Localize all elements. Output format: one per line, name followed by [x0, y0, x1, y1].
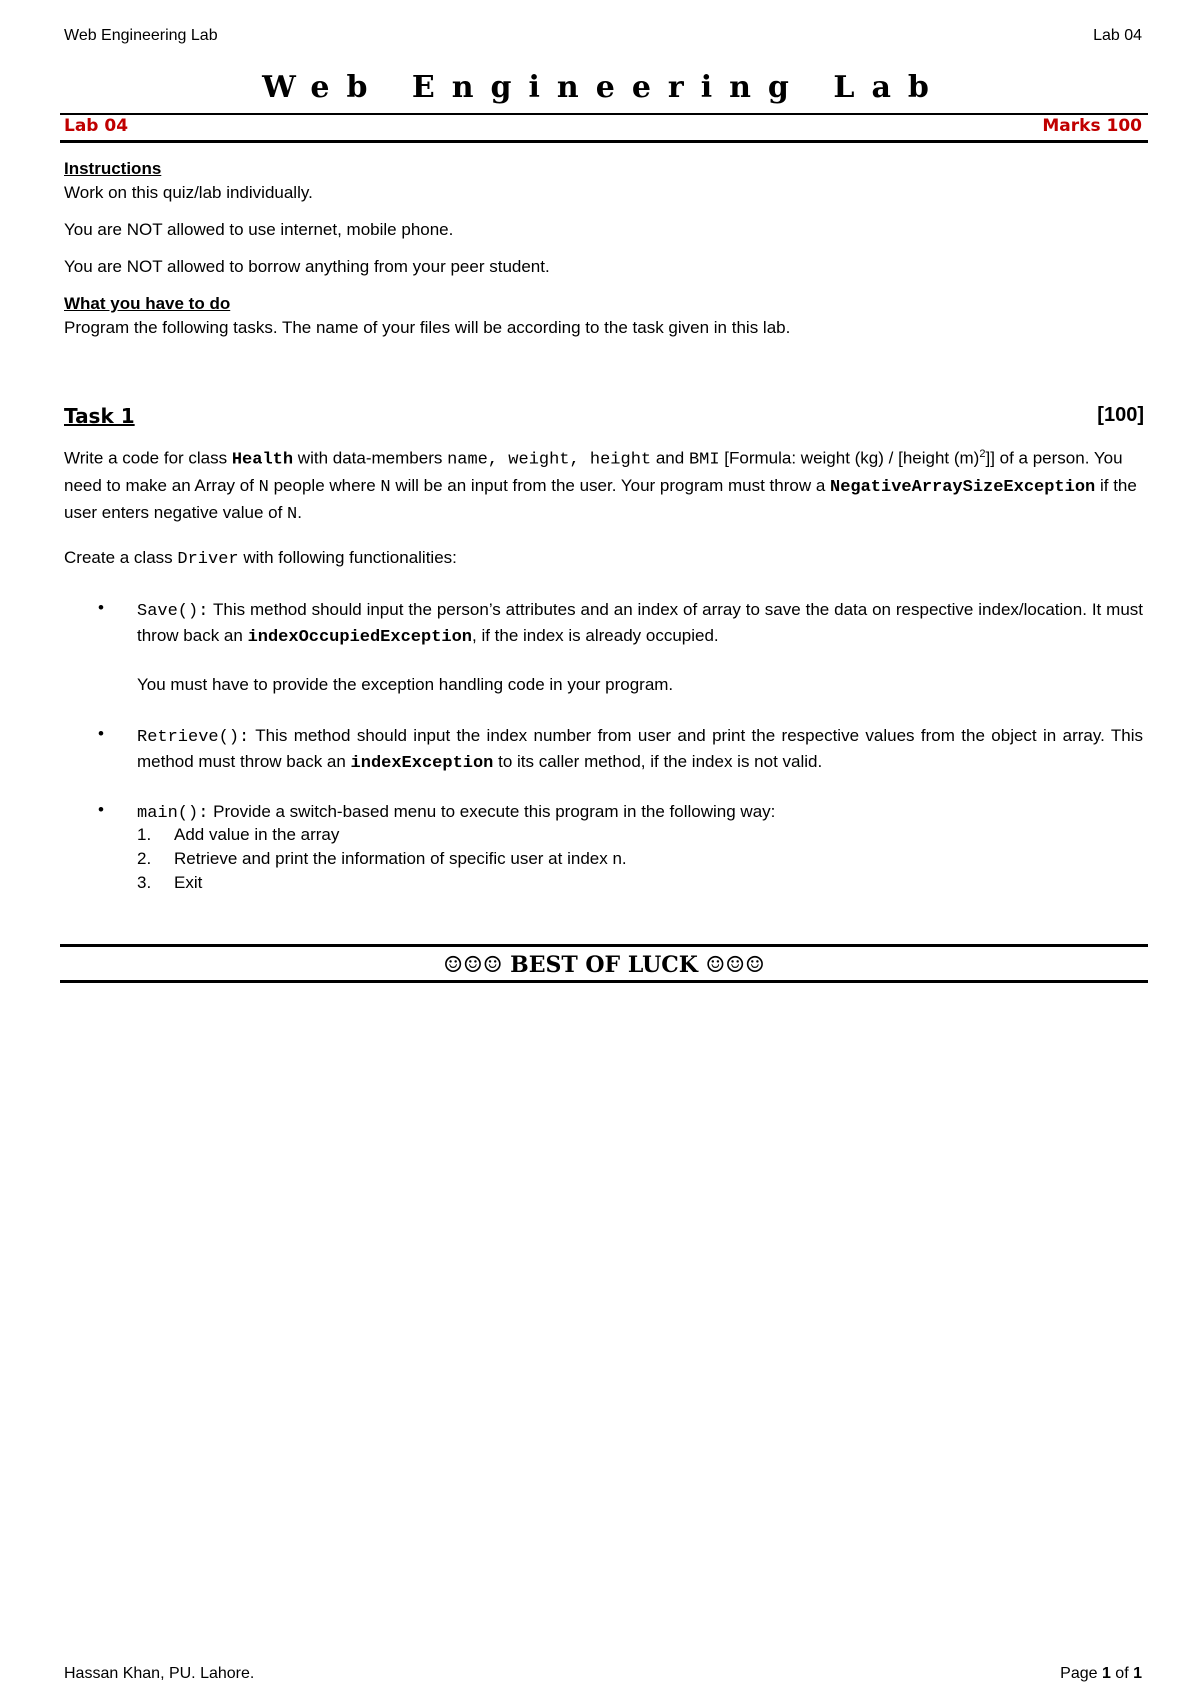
method-name: Retrieve(): — [137, 728, 250, 747]
superscript: 2 — [979, 448, 986, 460]
menu-option-label: Exit — [174, 873, 203, 892]
task-heading — [64, 404, 1144, 429]
data-members: name, weight, height — [447, 450, 652, 470]
text: Page — [1060, 1665, 1102, 1682]
task-description — [64, 442, 1144, 527]
var-n: N — [380, 477, 391, 497]
running-header-right: Lab 04 — [1093, 27, 1142, 44]
text: people where — [268, 475, 381, 495]
method-name: main(): — [137, 804, 209, 823]
class-name: Health — [231, 450, 294, 470]
exception-name: indexException — [350, 754, 494, 773]
text: Write a code for class — [64, 448, 232, 468]
current-page: 1 — [1101, 1665, 1111, 1682]
menu-option-number: 1. — [137, 825, 152, 844]
menu-option-label: Retrieve and print the information of specific user at index n. — [174, 849, 627, 868]
instruction-line: Work on this quiz/lab individually. — [64, 183, 313, 202]
subheader-rule — [60, 140, 1148, 143]
task-marks: [100] — [1097, 404, 1144, 426]
what-to-do-heading: What you have to do — [64, 294, 231, 313]
bullet-icon: • — [98, 598, 104, 617]
text: of — [1110, 1665, 1134, 1682]
text: [Formula: weight (kg) / [height (m) — [719, 448, 980, 468]
running-header-left: Web Engineering Lab — [64, 27, 218, 44]
task-title: Task 1 — [64, 404, 135, 428]
text: . — [297, 502, 302, 522]
text: will be an input from the user. Your program must throw a — [390, 475, 830, 495]
method-name: Save(): — [137, 602, 209, 621]
bullet-icon: • — [98, 724, 104, 743]
text: and — [651, 448, 689, 468]
text: with data-members — [293, 448, 448, 468]
footer-author: Hassan Khan, PU. Lahore. — [64, 1665, 255, 1682]
closing-rule-bottom — [60, 980, 1148, 983]
menu-option-number: 3. — [137, 873, 152, 892]
exception-name: indexOccupiedException — [247, 628, 472, 647]
what-to-do-text: Program the following tasks. The name of your files will be according to the task given in this lab. — [64, 318, 791, 337]
bmi-member: BMI — [688, 450, 720, 470]
title-rule — [60, 113, 1148, 115]
var-n: N — [287, 504, 298, 524]
var-n: N — [258, 477, 269, 497]
menu-option-number: 2. — [137, 849, 152, 868]
lab-number: Lab 04 — [64, 116, 129, 136]
total-pages: 1 — [1133, 1665, 1142, 1682]
main-method-description — [137, 800, 1143, 826]
text: This method should input the index number from user and print the respective values from the object in array. This method must throw back an — [137, 726, 1143, 771]
instructions-heading: Instructions — [64, 159, 162, 178]
text: Create a class — [64, 548, 178, 567]
text: , if the index is already occupied. — [472, 626, 719, 645]
save-method-description — [137, 598, 1143, 650]
menu-option-label: Add value in the array — [174, 825, 340, 844]
bullet-icon: • — [98, 800, 104, 819]
text: to its caller method, if the index is not valid. — [493, 752, 823, 771]
exception-handling-note: You must have to provide the exception handling code in your program. — [137, 675, 674, 694]
best-of-luck: ☺☺☺ BEST OF LUCK ☺☺☺ — [443, 952, 765, 978]
closing-rule-top — [60, 944, 1148, 947]
driver-intro — [64, 546, 457, 572]
document-title: Web Engineering Lab — [262, 70, 946, 105]
instruction-line: You are NOT allowed to use internet, mobile phone. — [64, 220, 454, 239]
text: with following functionalities: — [238, 548, 457, 567]
exception-name: NegativeArraySizeException — [830, 477, 1096, 497]
text: Provide a switch-based menu to execute this program in the following way: — [208, 802, 776, 821]
instruction-line: You are NOT allowed to borrow anything from your peer student. — [64, 257, 550, 276]
footer-page-number — [1060, 1665, 1142, 1683]
text: ]] of a person. You need to make an Array of — [64, 448, 1123, 495]
text: if the user enters negative value of — [64, 475, 1137, 522]
marks-label: Marks 100 — [1042, 116, 1142, 136]
retrieve-method-description — [137, 724, 1143, 776]
driver-class-name: Driver — [177, 550, 239, 569]
text: This method should input the person’s attributes and an index of array to save the data on respective index/location. It must throw back an — [137, 600, 1143, 645]
